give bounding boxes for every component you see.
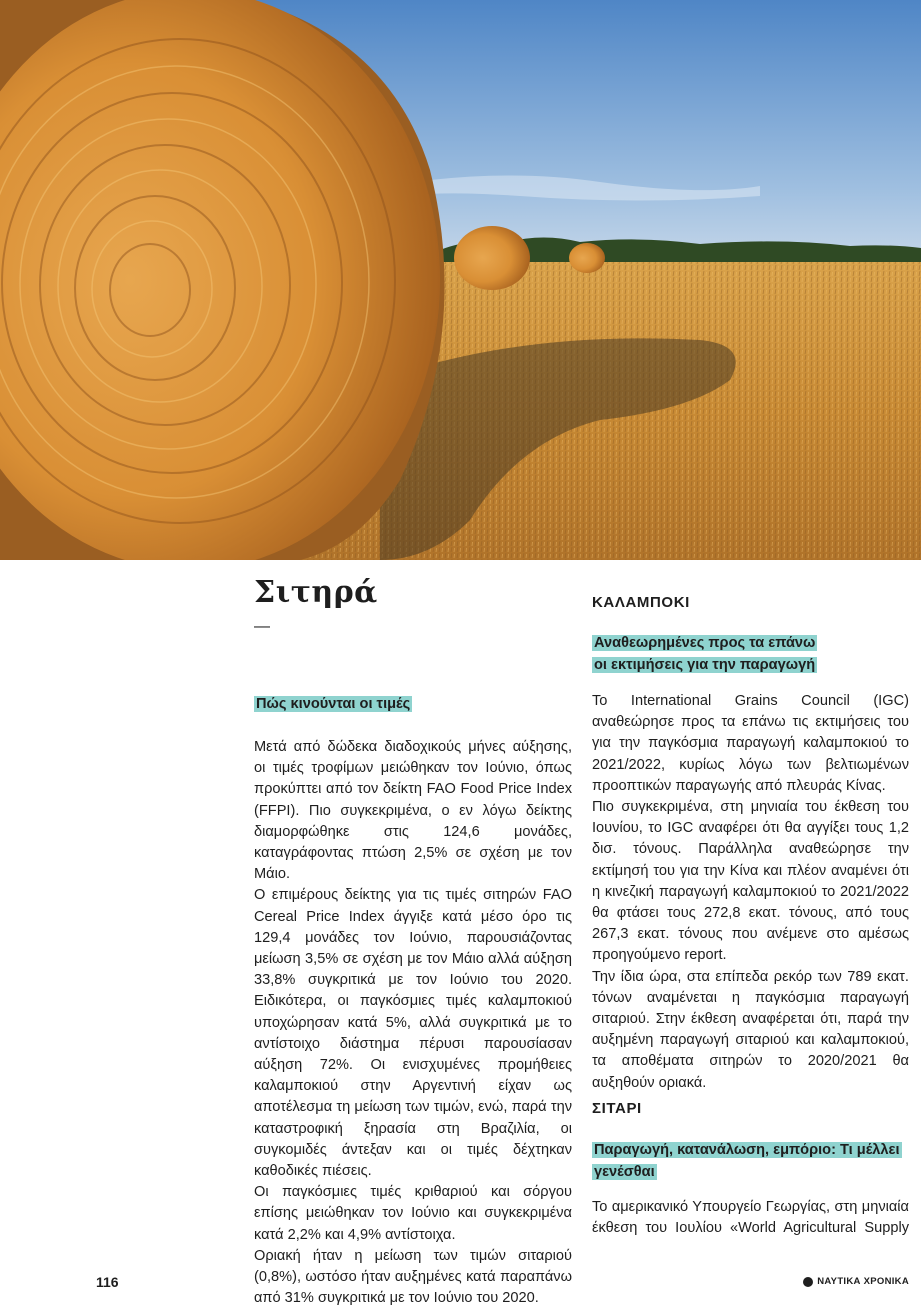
page-title: Σιτηρά — [254, 575, 378, 610]
title-dash: — — [254, 618, 270, 635]
left-article-body — [254, 737, 572, 1309]
subheading-prices — [254, 693, 584, 715]
highlight-wheat-outlook — [592, 1139, 910, 1183]
highlight-corn-estimates — [592, 632, 828, 676]
paragraph: Οριακή ήταν η μείωση των τιμών σιταριού (0,8%), ωστόσο ήταν αυξημένες κατά παραπάνω από 31% συγκριτικά με τον Ιούνιο του 2020. — [254, 1247, 572, 1307]
paragraph: Οι παγκόσμιες τιμές κριθαριού και σόργου επίσης μειώθηκαν τον Ιούνιο και συγκεκριμένα κατά 2,2% και 4,9% αντίστοιχα. — [254, 1184, 572, 1243]
publication-brand — [803, 1276, 909, 1287]
subheading-prices-text: Πώς κινούνται οι τιμές — [256, 696, 411, 712]
paragraph: Ο επιμέρους δείκτης για τις τιμές σιτηρών FAO Cereal Price Index άγγιξε κατά μέσο όρο τις 129,4 μονάδες τον Ιούνιο, παρουσιάζοντας μείωση 3,5% σε σχέση με τον Μάιο αλλά αύξηση 33,8% συγκριτικά με τον Ιούνιο του 2020. Ειδικότερα, οι παγκόσμιες τιμές καλαμποκιού υποχώρησαν κατά 5%, αλλά συγκριτικά με το αντίστοιχο διάστημα πέρυσι παρουσίασαν αύξηση 72%. Οι ενισχυμένες προμήθειες καλαμποκιού στην Αργεντινή είχαν ως αποτέλεσμα τη μείωση των τιμών, ενώ, παρά την καταστροφική ξηρασία στη Βραζιλία, οι συγκομιδές άντεξαν και οι τιμές δέχτηκαν καθοδικές πιέσεις. — [254, 887, 572, 1180]
highlight-wheat-text: Παραγωγή, κατανάλωση, εμπόριο: Τι μέλλει γενέσθαι — [594, 1142, 900, 1181]
paragraph: Πιο συγκεκριμένα, στη μηνιαία του έκθεση του Ιουνίου, το IGC αναφέρει ότι θα αγγίξει τους 1,2 δισ. τόνους. Παράλληλα αναθεώρησε την εκτίμησή του για την Κίνα και πλέον αναμένει ότι η κινεζική παραγωγή καλαμποκιού το 2021/2022 θα φτάσει τους 272,8 εκατ. τόνους, από τους 267,3 εκατ. τόνους που ανέμενε στο αμέσως προηγούμενο report. — [592, 799, 909, 964]
right-article-body-corn — [592, 691, 909, 1094]
brand-logo-icon — [803, 1277, 813, 1287]
page-number: 116 — [96, 1274, 119, 1290]
paragraph: Μετά από δώδεκα διαδοχικούς μήνες αύξησης, οι τιμές τροφίμων μειώθηκαν τον Ιούνιο, όπως προκύπτει από τον δείκτη FAO Food Price Index (FFPI). Πιο συγκεκριμένα, ο εν λόγω δείκτης διαμορφώθηκε στις 124,6 μονάδες, καταγράφοντας πτώση 2,5% σε σχέση με τον Μάιο. — [254, 739, 572, 883]
paragraph: Το αμερικανικό Υπουργείο Γεωργίας, στη μηνιαία έκθεση του Ιουλίου «World Agricultural Supply — [592, 1199, 909, 1237]
hero-photo-hay-bales — [0, 0, 921, 560]
paragraph: Την ίδια ώρα, στα επίπεδα ρεκόρ των 789 εκατ. τόνων αναμένεται η παγκόσμια παραγωγή σιταριού. Στην έκθεση αναφέρεται ότι, παρά την αυξημένη παραγωγή σιταριού και καλαμποκιού, τα αποθέματα σιτηρών το 2020/2021 θα αυξηθούν οριακά. — [592, 968, 909, 1091]
section-heading-corn: ΚΑΛΑΜΠΟΚΙ — [592, 594, 690, 611]
highlight-corn-text: Αναθεωρημένες προς τα επάνω οι εκτιμήσεις για την παραγωγή — [594, 635, 816, 674]
right-article-body-wheat — [592, 1197, 909, 1239]
section-heading-wheat: ΣΙΤΑΡΙ — [592, 1100, 642, 1117]
paragraph: Το International Grains Council (IGC) αναθεώρησε προς τα επάνω τις εκτιμήσεις του για την παγκόσμια παραγωγή καλαμποκιού το 2021/2022, κυρίως λόγω των βελτιωμένων προοπτικών παραγωγής από πλευράς Κίνας. — [592, 693, 909, 794]
brand-name: ΝΑΥΤΙΚΑ ΧΡΟΝΙΚΑ — [817, 1276, 909, 1287]
